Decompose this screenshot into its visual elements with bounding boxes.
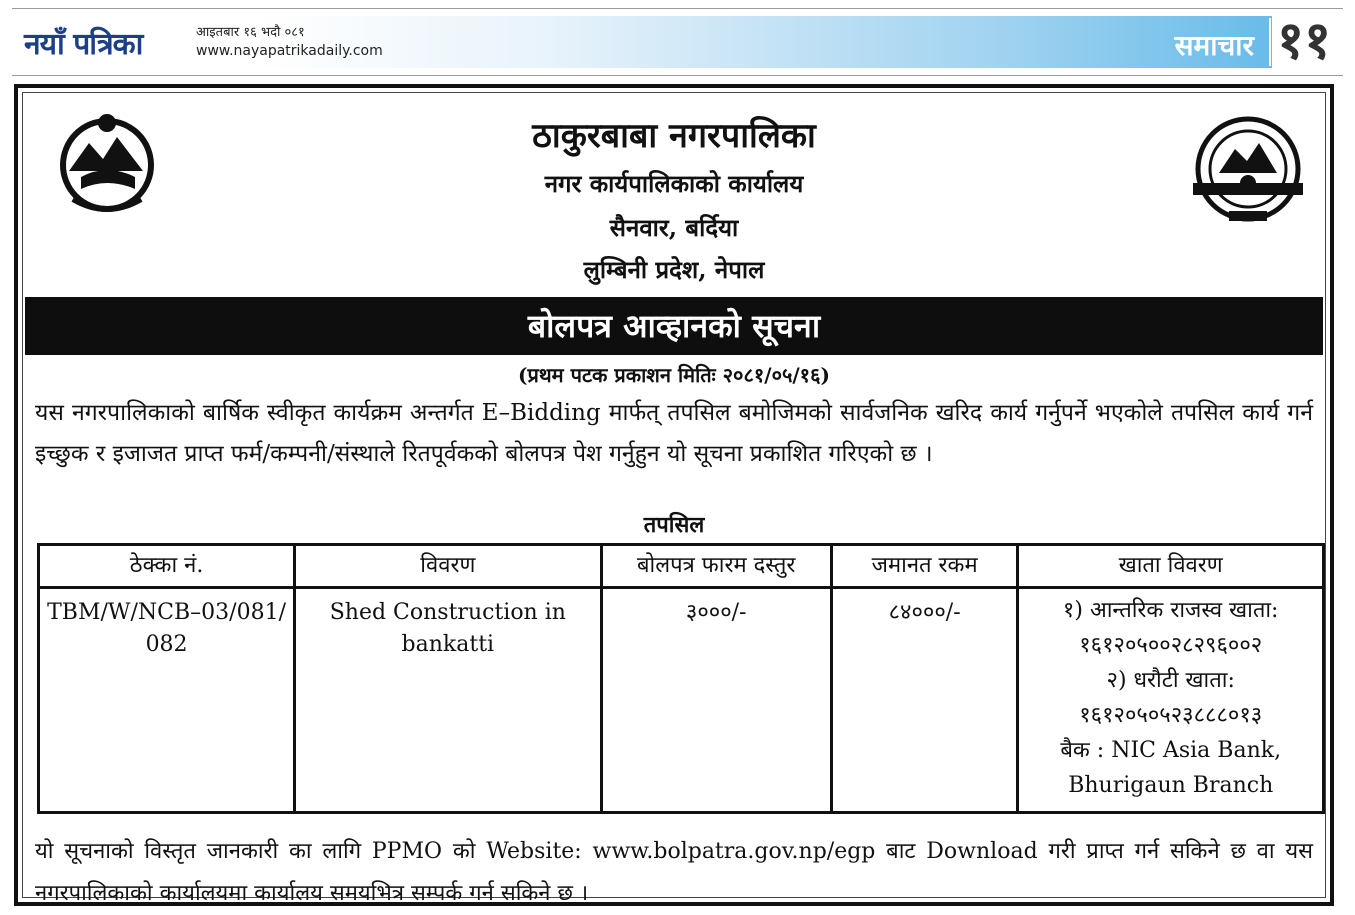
top-rule — [12, 8, 1343, 9]
notice-inner-frame — [22, 92, 1326, 906]
address-line-2: लुम्बिनी प्रदेश, नेपाल — [583, 255, 765, 284]
account-line: १६१२०५०५२३८८८०१३ — [1079, 703, 1263, 728]
address-line-1: सैनवार, बर्दिया — [609, 213, 739, 242]
header-bid-security: जमानत रकम — [831, 545, 1018, 588]
account-line: बैक : NIC Asia Bank, — [1060, 738, 1282, 763]
org-name: ठाकुरबाबा नगरपालिका — [532, 116, 816, 156]
header-divider — [1269, 18, 1271, 66]
table-header-row — [39, 545, 1324, 588]
header-description: विवरण — [295, 545, 601, 588]
website-url: www.nayapatrikadaily.com — [196, 43, 383, 59]
page-number: ११ — [1272, 10, 1336, 72]
table-title: तपसिल — [643, 512, 705, 538]
bid-security-cell: ८४०००/- — [831, 588, 1018, 813]
footer-paragraph: यो सूचनाको विस्तृत जानकारी का लागि PPMO को Website: www.bolpatra.gov.np/egp बाट Download गरी प्राप्त गर्न सकिने छ वा यस नगरपालिकाको कार्यालयमा कार्यालय समयभित्र सम्पर्क गर्न सकिने छ । — [35, 839, 1313, 906]
section-label: समाचार — [1174, 29, 1254, 62]
publication-date: (प्रथम पटक प्रकाशन मितिः २०८१/०५/१६) — [518, 363, 830, 387]
description-cell: Shed Construction in bankatti — [295, 588, 601, 813]
account-line: २) धरौटी खाता: — [1106, 668, 1235, 693]
header-account-details: खाता विवरण — [1018, 545, 1324, 588]
account-line: Bhurigaun Branch — [1068, 773, 1274, 798]
intro-paragraph: यस नगरपालिकाको बार्षिक स्वीकृत कार्यक्रम अन्तर्गत E–Bidding मार्फत् तपसिल बमोजिमको सार्वजनिक खरिद कार्य गर्नुपर्ने भएकोले तपसिल कार्य गर्न इच्छुक र इजाजत प्राप्त फर्म/कम्पनी/संस्थाले रितपूर्वकको बोलपत्र पेश गर्नुहुन यो सूचना प्रकाशित गरिएको छ । — [35, 400, 1313, 467]
header-contract-no: ठेक्का नं. — [39, 545, 295, 588]
notice-headline: बोलपत्र आव्हानको सूचना — [25, 297, 1323, 355]
contract-no-cell: TBM/W/NCB–03/081/082 — [39, 588, 295, 813]
table-row — [39, 588, 1324, 813]
issue-date: आइतबार १६ भदौ ०८१ — [196, 25, 305, 40]
masthead: नयाँ पत्रिका — [24, 27, 143, 62]
newspaper-header — [20, 11, 1336, 71]
account-details-cell — [1018, 588, 1324, 813]
office-name: नगर कार्यपालिकाको कार्यालय — [544, 169, 804, 198]
header-rule — [12, 75, 1343, 76]
form-fee-cell: ३०००/- — [601, 588, 831, 813]
tender-notice — [14, 84, 1334, 906]
header-form-fee: बोलपत्र फारम दस्तुर — [601, 545, 831, 588]
account-line: १६१२०५००२८२९६००२ — [1079, 633, 1263, 658]
account-line: १) आन्तरिक राजस्व खाता: — [1062, 598, 1279, 623]
tender-table — [37, 543, 1325, 814]
